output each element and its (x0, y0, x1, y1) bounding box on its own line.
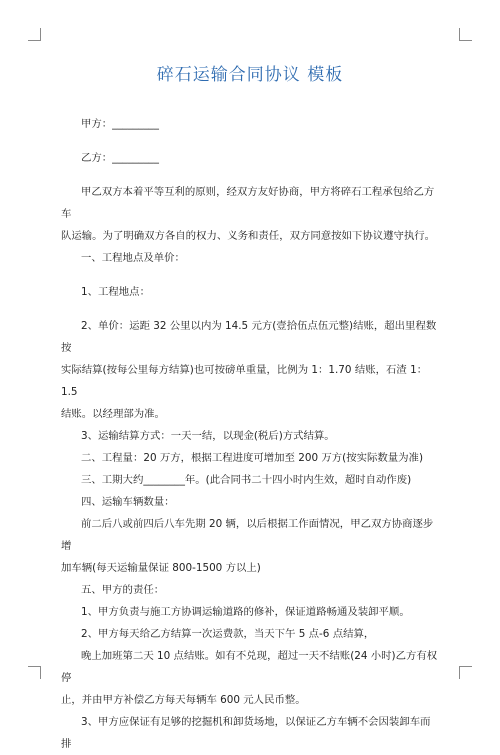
section-1-item-2-line-1: 2、单价：运距 32 公里以内为 14.5 元方(壹拾伍点伍元整)结账，超出里程数按 (61, 320, 437, 354)
section-5-item-1: 1、甲方负责与施工方协调运输道路的修补，保证道路畅通及装卸平顺。 (81, 606, 410, 618)
section-5-item-3: 3、甲方应保证有足够的挖掘机和卸货场地，以保证乙方车辆不会因装卸车而排 (61, 716, 431, 750)
section-4-heading: 四、运输车辆数量： (81, 496, 175, 508)
intro-line-2: 队运输。为了明确双方各自的权力、义务和责任，双方同意按如下协议遵守执行。 (61, 230, 436, 242)
document-body (61, 113, 439, 755)
section-1-item-1: 1、工程地点： (81, 286, 150, 298)
corner-mark-top-right (459, 28, 472, 41)
party-a-line: 甲方：_________ (81, 118, 159, 130)
corner-mark-bottom-right (459, 666, 472, 679)
section-4-line-2: 加车辆(每天运输量保证 800-1500 方以上) (61, 562, 261, 574)
intro-line-1: 甲乙双方本着平等互利的原则，经双方友好协商，甲方将碎石工程承包给乙方车 (61, 186, 435, 220)
section-1-item-3: 3、运输结算方式：一天一结，以现金(税后)方式结算。 (81, 430, 335, 442)
corner-mark-bottom-left (28, 666, 41, 679)
section-1-item-2-line-2: 实际结算(按每公里每方结算)也可按磅单重量，比例为 1：1.70 结账，石渣 1：1.5 (61, 364, 428, 398)
section-5-item-2-line-1: 2、甲方每天给乙方结算一次运费款，当天下午 5 点-6 点结算， (81, 628, 375, 640)
section-5-item-2-line-3: 止，并由甲方补偿乙方每天每辆车 600 元人民币整。 (61, 694, 306, 706)
document-title: 碎石运输合同协议 模板 (156, 65, 344, 85)
section-4-line-1: 前二后八或前四后八车先期 20 辆，以后根据工作面情况，甲乙双方协商逐步增 (61, 518, 434, 552)
section-5-item-2-line-2: 晚上加班第二天 10 点结账。如有不兑现，超过一天不结账(24 小时)乙方有权停 (61, 650, 438, 684)
section-5-heading: 五、甲方的责任： (81, 584, 165, 596)
corner-mark-top-left (28, 28, 41, 41)
section-1-heading: 一、工程地点及单价： (81, 252, 185, 264)
section-3: 三、工期大约________年。(此合同书二十四小时内生效，超时自动作废) (81, 474, 412, 486)
section-2: 二、工程量：20 万方，根据工程进度可增加至 200 万方(按实际数量为准) (81, 452, 424, 464)
section-1-item-2-line-3: 结账。以经理部为准。 (61, 408, 165, 420)
party-b-line: 乙方：_________ (81, 152, 159, 164)
